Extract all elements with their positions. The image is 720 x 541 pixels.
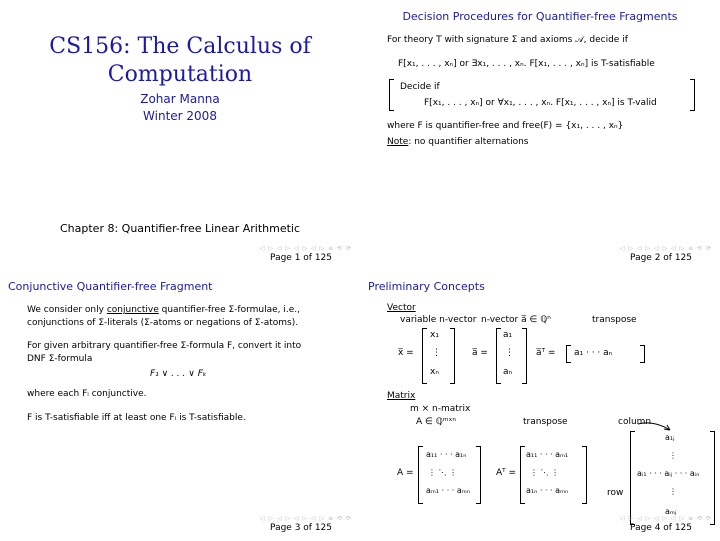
para2-line2: DNF Σ-formula	[27, 354, 93, 364]
para1-line2: conjunctions of Σ-literals (Σ-atoms or negations of Σ-atoms).	[27, 318, 299, 328]
p1b: quantifier-free Σ-formulae, i.e.,	[158, 305, 300, 315]
nav-icons[interactable]: ◁ ▷ ◁ ▷ ◁ ▷ ◁ ▷ ≡ ⟲ ⟳	[259, 515, 352, 522]
mxn-matrix: m × n-matrix	[410, 404, 471, 414]
col-row5: aₘⱼ	[665, 507, 677, 516]
matrix-label: Matrix	[387, 391, 416, 401]
A-eq: A =	[397, 468, 414, 478]
a-bracket-right	[522, 328, 527, 384]
nav-icons[interactable]: ◁ ▷ ◁ ▷ ◁ ▷ ◁ ▷ ≡ ⟲ ⟳	[259, 245, 352, 252]
transpose-label-2: transpose	[523, 417, 568, 427]
A-bracket-right	[476, 446, 481, 504]
page-number: Page 1 of 125	[270, 253, 332, 263]
col-bracket-right	[710, 431, 715, 525]
para3: where each Fᵢ conjunctive.	[27, 389, 147, 399]
variable-vector: variable n-vector	[400, 315, 477, 325]
AT-row3: a₁ₙ · · · aₘₙ	[526, 486, 569, 495]
where-text: where F is quantifier-free and free(F) = {x₁, . . . , xₙ}	[387, 121, 624, 131]
col-row2: ⋮	[669, 451, 677, 460]
decide-if: Decide if	[400, 82, 440, 92]
a-eq: a̅ =	[472, 348, 488, 358]
row-bracket-left	[566, 345, 571, 363]
col-row1: a₁ⱼ	[665, 433, 675, 442]
page-number: Page 3 of 125	[270, 523, 332, 533]
valid-line: F[x₁, . . . , xₙ] or ∀x₁, . . . , xₙ. F[x₁, . . . , xₙ] is T-valid	[424, 98, 657, 108]
date: Winter 2008	[143, 109, 217, 123]
x-vdots: ⋮	[432, 348, 441, 358]
course-title-line2: Computation	[107, 62, 253, 87]
x-bracket-left	[422, 328, 427, 384]
slide-decision-procedures	[360, 0, 720, 270]
para1-line1	[27, 305, 300, 315]
chapter-title: Chapter 8: Quantifier-free Linear Arithmetic	[59, 222, 301, 235]
slide-title: Conjunctive Quantifier-free Fragment	[8, 280, 213, 293]
col-bracket-left	[630, 431, 635, 525]
intro-text: For theory T with signature Σ and axioms 𝒜, decide if	[387, 35, 628, 45]
slide-title: Decision Procedures for Quantifier-free Fragments	[402, 10, 678, 23]
para4: F is T-satisfiable iff at least one Fᵢ is T-satisfiable.	[27, 413, 246, 423]
n-vector: n-vector a̅ ∈ ℚⁿ	[481, 315, 551, 325]
x-bracket-right	[450, 328, 455, 384]
dnf-formula: F₁ ∨ . . . ∨ Fₖ	[150, 369, 207, 379]
vector-label: Vector	[387, 303, 416, 313]
AT-eq: Aᵀ =	[496, 468, 517, 478]
A-bracket-left	[418, 446, 423, 504]
row-bracket-right	[640, 345, 645, 363]
a-vdots: ⋮	[505, 348, 514, 358]
row-vector: a₁ · · · aₙ	[574, 348, 613, 358]
course-title-line1: CS156: The Calculus of	[49, 34, 311, 59]
AT-row1: a₁₁ · · · aₘ₁	[526, 450, 569, 459]
p1u: conjunctive	[106, 305, 159, 315]
para2-line1: For given arbitrary quantifier-free Σ-formula F, convert it into	[27, 341, 302, 351]
nav-icons[interactable]: ◁ ▷ ◁ ▷ ◁ ▷ ◁ ▷ ≡ ⟲ ⟳	[619, 515, 712, 522]
author: Zohar Manna	[140, 92, 220, 106]
slide-conjunctive	[0, 270, 360, 540]
note-text: : no quantifier alternations	[408, 137, 529, 147]
AT-row2: ⋮ ⋱ ⋮	[530, 468, 560, 477]
an: aₙ	[503, 367, 513, 377]
p1a: We consider only	[27, 305, 107, 315]
page-number: Page 4 of 125	[630, 523, 692, 533]
satisfiable-line: F[x₁, . . . , xₙ] or ∃x₁, . . . , xₙ. F[x₁, . . . , xₙ] is T-satisfiable	[398, 59, 655, 69]
A-row1: a₁₁ · · · a₁ₙ	[426, 450, 467, 459]
A-row2: ⋮ ⋱ ⋮	[428, 468, 458, 477]
column-label: column	[618, 417, 652, 427]
slide-preliminary	[360, 270, 720, 540]
AT-bracket-left	[520, 446, 525, 504]
page-number: Page 2 of 125	[630, 253, 692, 263]
bracket-right	[690, 79, 695, 111]
col-row4: ⋮	[669, 487, 677, 496]
bracket-left	[389, 79, 394, 111]
aT-eq: a̅ᵀ =	[536, 348, 556, 358]
A-in: A ∈ ℚᵐˣⁿ	[416, 417, 456, 427]
note-label: Note	[387, 137, 409, 147]
a-bracket-left	[496, 328, 501, 384]
A-row3: aₘ₁ · · · aₘₙ	[426, 486, 470, 495]
slide-title: Preliminary Concepts	[368, 280, 485, 293]
transpose-label: transpose	[592, 315, 637, 325]
x-eq: x̅ =	[398, 348, 414, 358]
slide-title	[0, 0, 360, 270]
note	[387, 137, 528, 147]
xn: xₙ	[430, 367, 439, 377]
AT-bracket-right	[582, 446, 587, 504]
col-row3: aᵢ₁ · · · aᵢⱼ · · · aᵢₙ	[637, 469, 700, 478]
row-label: row	[607, 488, 624, 498]
x1: x₁	[430, 330, 439, 340]
a1: a₁	[503, 330, 513, 340]
nav-icons[interactable]: ◁ ▷ ◁ ▷ ◁ ▷ ◁ ▷ ≡ ⟲ ⟳	[619, 245, 712, 252]
